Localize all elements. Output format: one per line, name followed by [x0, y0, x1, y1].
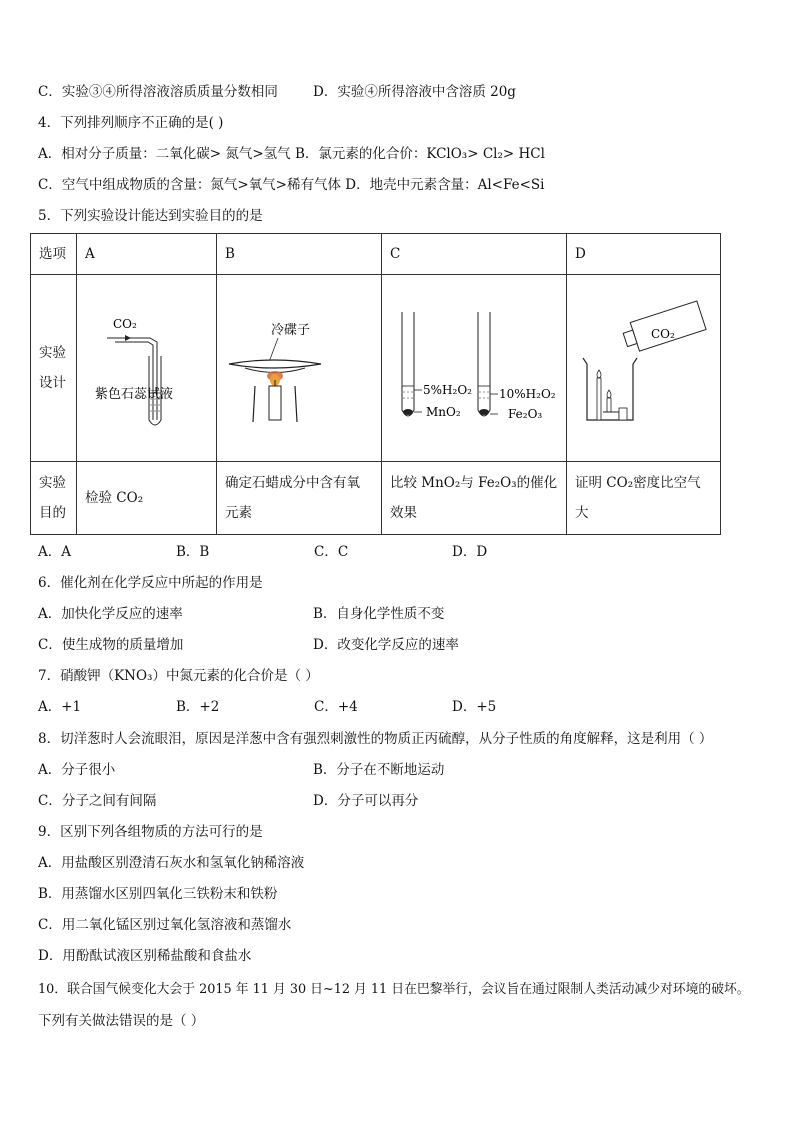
q10-stem: 10．联合国气候变化大会于 2015 年 11 月 30 日~12 月 11 日在巴黎举行，会议旨在通过限制人类活动减少对环境的破坏。 [38, 982, 750, 997]
experiment-table [30, 233, 721, 535]
q6-option-d: D．改变化学反应的速率 [313, 637, 459, 653]
figure-b-cell [217, 275, 382, 462]
q3-option-d: D．实验④所得溶液中含溶质 20g [313, 84, 516, 100]
q7-option-b: B．+2 [176, 699, 220, 715]
q10-stem-2: 下列有关做法错误的是（ ） [38, 1013, 205, 1029]
q8-option-c: C．分子之间有间隔 [38, 793, 157, 809]
header-cell: A [77, 234, 217, 275]
figure-a-test-tube [85, 298, 209, 428]
purpose-cell-b: 确定石蜡成分中含有氧元素 [217, 462, 382, 535]
q7-stem: 7．硝酸钾（KNO₃）中氮元素的化合价是（ ） [38, 668, 319, 684]
q5-option-d: D．D [452, 544, 488, 560]
figure-c-two-tubes [390, 298, 560, 428]
fig-a-gas-label: CO₂ [113, 316, 137, 331]
fig-b-plate-label: 冷碟子 [271, 322, 311, 338]
q9-option-c: C．用二氧化锰区别过氧化氢溶液和蒸馏水 [38, 917, 292, 933]
table-purpose-row [31, 462, 721, 535]
purpose-cell-d: 证明 CO₂密度比空气大 [567, 462, 721, 535]
header-cell: 选项 [31, 234, 77, 275]
q8-option-a: A．分子很小 [38, 762, 116, 778]
fig-d-gas-label: CO₂ [651, 326, 675, 341]
q7-option-a: A．+1 [38, 699, 82, 715]
q3-option-c: C．实验③④所得溶液溶质质量分数相同 [38, 84, 278, 100]
q5-stem: 5．下列实验设计能达到实验目的的是 [38, 208, 263, 224]
purpose-cell-c: 比较 MnO₂与 Fe₂O₃的催化效果 [382, 462, 567, 535]
q6-option-a: A．加快化学反应的速率 [38, 606, 183, 622]
q4-options-ab: A．相对分子质量：二氧化碳> 氮气>氢气 B．氯元素的化合价：KClO₃> Cl₂> HCl [38, 146, 545, 162]
figure-b-candle-plate [225, 298, 375, 428]
figure-d-beaker-candles [575, 298, 715, 428]
q9-stem: 9．区别下列各组物质的方法可行的是 [38, 824, 263, 840]
q8-option-b: B．分子在不断地运动 [313, 762, 445, 778]
q9-option-d: D．用酚酞试液区别稀盐酸和食盐水 [38, 948, 252, 964]
fig-c-left-bottom: MnO₂ [426, 404, 461, 419]
fig-c-right-bottom: Fe₂O₃ [508, 406, 543, 421]
q5-option-b: B．B [176, 544, 210, 560]
fig-c-right-top: 10%H₂O₂ [499, 386, 556, 401]
q5-option-a: A．A [38, 544, 71, 560]
q9-option-a: A．用盐酸区别澄清石灰水和氢氧化钠稀溶液 [38, 855, 305, 871]
header-cell: D [567, 234, 721, 275]
q4-stem: 4．下列排列顺序不正确的是( ) [38, 115, 224, 131]
row-label-design: 实验设计 [31, 275, 77, 462]
q6-option-c: C．使生成物的质量增加 [38, 637, 184, 653]
q6-option-b: B．自身化学性质不变 [313, 606, 445, 622]
header-cell: C [382, 234, 567, 275]
fig-a-liquid-label-1: 紫色石蕊试液 [95, 386, 174, 402]
figure-c-cell [382, 275, 567, 462]
row-label-purpose: 实验目的 [31, 462, 77, 535]
q5-option-c: C．C [314, 544, 349, 560]
q9-option-b: B．用蒸馏水区别四氧化三铁粉末和铁粉 [38, 886, 278, 902]
q7-option-c: C．+4 [314, 699, 358, 715]
fig-c-left-top: 5%H₂O₂ [423, 382, 472, 397]
q7-option-d: D．+5 [452, 699, 497, 715]
q8-option-d: D．分子可以再分 [313, 793, 419, 809]
purpose-cell-a: 检验 CO₂ [77, 462, 217, 535]
figure-a-cell [77, 275, 217, 462]
table-design-row [31, 275, 721, 462]
q8-stem: 8．切洋葱时人会流眼泪，原因是洋葱中含有强烈刺激性的物质正丙硫醇，从分子性质的角度解释，这是利用（ ） [38, 731, 713, 747]
q6-stem: 6．催化剂在化学反应中所起的作用是 [38, 575, 263, 591]
figure-d-cell [567, 275, 721, 462]
table-header-row [31, 234, 721, 275]
header-cell: B [217, 234, 382, 275]
q4-options-cd: C．空气中组成物质的含量：氮气>氧气>稀有气体 D．地壳中元素含量：Al<Fe<Si [38, 177, 545, 193]
